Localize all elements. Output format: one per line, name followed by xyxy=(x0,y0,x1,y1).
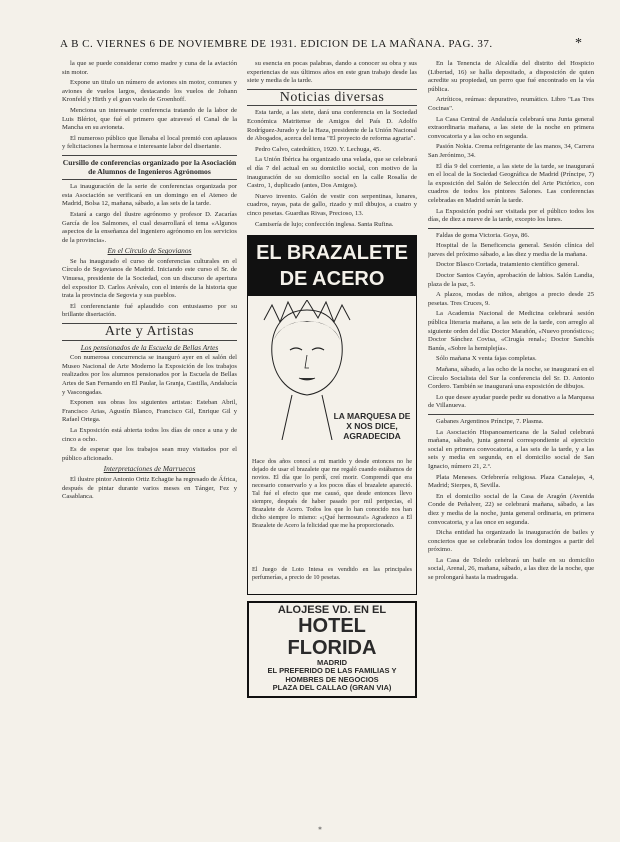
paragraph: La Unión Ibérica ha organizado una velada, que se celebrará el día 7 del actual en su domicilio social, con motivo de la inauguración de su domicilio social en la calle Rosalía de Castro, 1, duplicado (antes, Dos Amigos). xyxy=(247,156,417,190)
ad-subtitle: LA MARQUESA DE X NOS DICE, AGRADECIDA xyxy=(333,411,411,442)
page-header xyxy=(60,36,583,56)
paragraph: Artríticos, reúmas: depurativo, reumático. Libro "Las Tres Cocinas". xyxy=(428,96,594,112)
ad-title: EL BRAZALETE DE ACERO xyxy=(248,236,416,296)
paragraph: Mañana, sábado, a las ocho de la noche, se inaugurará en el Círculo Socialista del Sur la conferencia del Sr. D. Antonio Cordero. También se inaugurará una exposición de dibujos. xyxy=(428,366,594,391)
divider xyxy=(62,155,237,156)
divider xyxy=(62,340,237,341)
page-footer: * xyxy=(318,826,322,834)
paragraph: El numeroso público que llenaba el local premió con aplausos y felicitaciones la hermosa e interesante labor del disertante. xyxy=(62,134,237,151)
paragraph: La Exposición podrá ser visitada por el público todos los días, de diez a nueve de la tarde, excepto los lunes. xyxy=(428,207,594,224)
section-title: Cursillo de conferencias organizado por la Asociación de Alumnos de Ingenieros Agrónomos xyxy=(62,157,237,176)
paragraph: Menciona un interesante conferencia tratando de la labor de Luis Blériot, que fué el primero que atravesó el Canal de la Mancha en su avioneta. xyxy=(62,106,237,132)
column-1 xyxy=(62,60,237,820)
ad-line: ALOJESE VD. EN EL xyxy=(277,604,387,617)
divider xyxy=(62,179,237,180)
ad-address: PLAZA DEL CALLAO (GRAN VIA) xyxy=(272,683,392,693)
paragraph: Expone un titulo un número de aviones sin motor, comunes y aviones de vuelos largos, destacando los vuelos de Johann Kronfeld y Hirth y el gran vuelo de Groenhoff. xyxy=(62,79,237,104)
paragraph: La Exposición está abierta todos los días de once a una y de cinco a ocho. xyxy=(62,426,237,443)
header-text: A B C. VIERNES 6 DE NOVIEMBRE DE 1931. EDICION DE LA MAÑANA. PAG. 37. xyxy=(60,38,493,50)
paragraph: Pasión Nokia. Crema refrigerante de las manos, 34, Carrera San Jerónimo, 34. xyxy=(428,143,594,159)
header-mark: * xyxy=(575,36,583,51)
paragraph: Plata Meneses. Orfebrería religiosa. Plaza Canalejas, 4, Madrid; Sierpes, 8, Sevilla. xyxy=(428,473,594,490)
section-heading: Noticias diversas xyxy=(279,89,385,105)
ad-line: EL PREFERIDO DE LAS FAMILIAS Y HOMBRES DE NEGOCIOS xyxy=(267,666,397,684)
paragraph: Sólo mañana X venta fajas completas. xyxy=(436,355,537,363)
paragraph: Exponen sus obras los siguientes artistas: Esteban Abril, Francisco Arias, Agustín Blanco, Francisco Gil, Enrique Gil y Rafael Ortega. xyxy=(62,399,237,424)
paragraph: Con numerosa concurrencia se inauguró ayer en el salón del Museo Nacional de Arte Moderno la Exposición de los trabajos realizados por los alumnos pensionados por la Escuela de Bellas Artes de San Fernando en El Paular, la Granja, Castilla, Andalucía y Vascongadas. xyxy=(62,354,237,396)
divider xyxy=(428,228,594,229)
paragraph: Doctor Santos Cayón, aprobación de labios. Salón Landia, plaza de la paz, 5. xyxy=(428,272,594,288)
section-subtitle: En el Círculo de Segovianos xyxy=(107,246,192,256)
paragraph: Pedro Calvo, catedrático, 1920. Y. Lechuga, 45. xyxy=(255,145,381,153)
paragraph: En el domicilio social de la Casa de Aragón (Avenida Conde de Peñalver, 22) se celebrará mañana, sábado, a las diez y media de la noche, junta general ordinaria, en primera convocatoria, y a las once en segunda. xyxy=(428,492,594,526)
paragraph: El día 9 del corriente, a las siete de la tarde, se inaugurará en el local de la Sociedad Geográfica de Madrid (Príncipe, 7) la exposición del Salón de Selección del Arte Pictórico, con cuadros de todos los pintores Salones. Las conferencias celebradas en Madrid serán la tarde. xyxy=(428,162,594,204)
paragraph: La Casa Central de Andalucía celebrará una Junta general extraordinaria mañana, a las siete de la noche en primera convocatoria y a las ocho en segunda. xyxy=(428,115,594,140)
ad-city: MADRID xyxy=(317,657,347,667)
paragraph: Lo que desee ayudar puede pedir su donativo a la Marquesa de Villanueva. xyxy=(428,393,594,410)
paragraph: En la Tenencia de Alcaldía del distrito del Hospicio (Libertad, 16) se halla depositado, a disposición de quien acredite su propiedad, un perro que fué encontrado en la vía pública. xyxy=(428,60,594,93)
section-subtitle: Los pensionados de la Escuela de Bellas Artes xyxy=(80,342,219,352)
divider xyxy=(247,105,417,106)
column-3 xyxy=(428,60,594,820)
paragraph: Se ha inaugurado el curso de conferencias culturales en el Círculo de Segovianos de Madrid. Iniciando este curso el Sr. de Vinuesa, presidente de la Sociedad, con un discurso de apertura del expositor D. Carlos Arévalo, con el interés de la historia que trata la provincia de Segovia y sus pueblos. xyxy=(62,257,237,300)
paragraph: Es de esperar que los trabajos sean muy visitados por el público aficionado. xyxy=(62,446,237,462)
brazalete-advertisement xyxy=(247,235,417,595)
paragraph: Hospital de la Beneficencia general. Sesión clínica del jueves del próximo sábado, a las diez y media de la mañana. xyxy=(428,242,594,258)
paragraph: La Casa de Toledo celebrará un baile en su domicilio social, Arenal, 26, mañana, sábado, a las diez de la noche, que se prolongará hasta la madrugada. xyxy=(428,556,594,582)
paragraph: La Academia Nacional de Medicina celebrará sesión pública literaria mañana, a las seis de la tarde, con arreglo al siguiente orden del día: Doctor Marañón, «Nuevo pronóstico»; Doctor Sánchez Covisa, «Cirugía renal»; Doctor Sanchís Banús, «Sobre la hemiplejía». xyxy=(428,310,594,352)
paragraph: El conferenciante fué aplaudido con entusiasmo por su brillante disertación. xyxy=(62,302,237,319)
ad-hotel-name: HOTEL FLORIDA xyxy=(287,614,377,659)
paragraph: A plazos, modas de niños, abrigos a precio desde 25 pesetas. Tres Cruces, 9. xyxy=(428,291,594,307)
paragraph: Camisería de lujo; confección inglesa. Santa Rufina. xyxy=(255,220,394,228)
ad-body-text: Hace dos años conocí a mi marido y desde entonces no he dejado de usar el brazalete que me regaló cuando estábamos de novios. El día que lo perdí, creí morir. Comprendí que era necesario conservarlo y a los pocos días el brazalete apareció. Tal fué el efecto que me causó, que desde entonces llevo siempre, después de haber pasado por mil peripecias, el Brazalete de Acero. Todos los que lo han conocido nos han dicho siempre lo mismo: «¡Qué hermosura!» Agradezco a El Brazalete de Acero la felicidad que me ha proporcionado. xyxy=(252,458,412,530)
paragraph: Estará a cargo del ilustre agrónomo y profesor D. Zacarías García de los Salmones, el cual desarrollará el tema «Algunos aspectos de la enseñanza del ingeniero agrónomo en los servicios de la provincia». xyxy=(62,210,237,244)
paragraph: El ilustre pintor Antonio Ortiz Echagüe ha regresado de África, después de pintar durante varios meses en Tánger, Fez y Casablanca. xyxy=(62,475,237,501)
column-2 xyxy=(247,60,417,820)
paragraph: La inauguración de la serie de conferencias organizada por esta Asociación se verificará en un domingo en el Ateneo de Madrid, Bolsa 12, mañana, sábado, a las seis de la tarde. xyxy=(62,183,237,208)
section-subtitle: Interpretaciones de Marruecos xyxy=(103,464,196,474)
section-heading: Arte y Artistas xyxy=(104,324,195,340)
paragraph: Dicha entidad ha organizado la inauguración de bailes y conciertos que se celebrarán todos los domingos a partir del próximo. xyxy=(428,529,594,554)
paragraph: Gabanes Argentinos Príncipe, 7. Plasma. xyxy=(436,417,544,425)
paragraph: la que se puede considerar como madre y cuna de la aviación sin motor. xyxy=(62,60,237,76)
paragraph: su esencia en pocas palabras, dando a conocer su obra y sus experiencias de sus últimos años en este gran trabajo desde las siete y media de la tarde. xyxy=(247,60,417,85)
ad-footnote: El Juego de Loto Intesa es vendido en las principales perfumerías, a precio de 10 pesetas. xyxy=(252,566,412,582)
hotel-florida-advertisement xyxy=(247,601,417,698)
paragraph: La Asociación Hispanoamericana de la Salud celebrará mañana, sábado, junta general correspondiente al ejercicio social en primera convocatoria, a las seis de la tarde, y a las seis y media en segunda, en el domicilio social de San Ignacio, número 21, 2.º. xyxy=(428,428,594,470)
paragraph: Faldas de goma Victoria. Goya, 86. xyxy=(436,231,530,239)
paragraph: Esta tarde, a las siete, dará una conferencia en la Sociedad Económica Matritense de Amigos del País D. Adolfo Rodríguez-Jurado y de la Haza, presidente de la Unión Nacional de Abogados, acerca del tema "El proyecto de reforma agraria". xyxy=(247,109,417,143)
paragraph: Nuevo invento. Galón de vestir con serpentinas, lunares, cuadros, rayas, pata de gallo, rizado y mil dibujos, a cuatro y cinco pesetas. Guardias Rivas, Precioso, 13. xyxy=(247,192,417,217)
paragraph: Doctor Blasco Cortada, tratamiento científico general. xyxy=(436,261,579,269)
divider xyxy=(428,414,594,415)
